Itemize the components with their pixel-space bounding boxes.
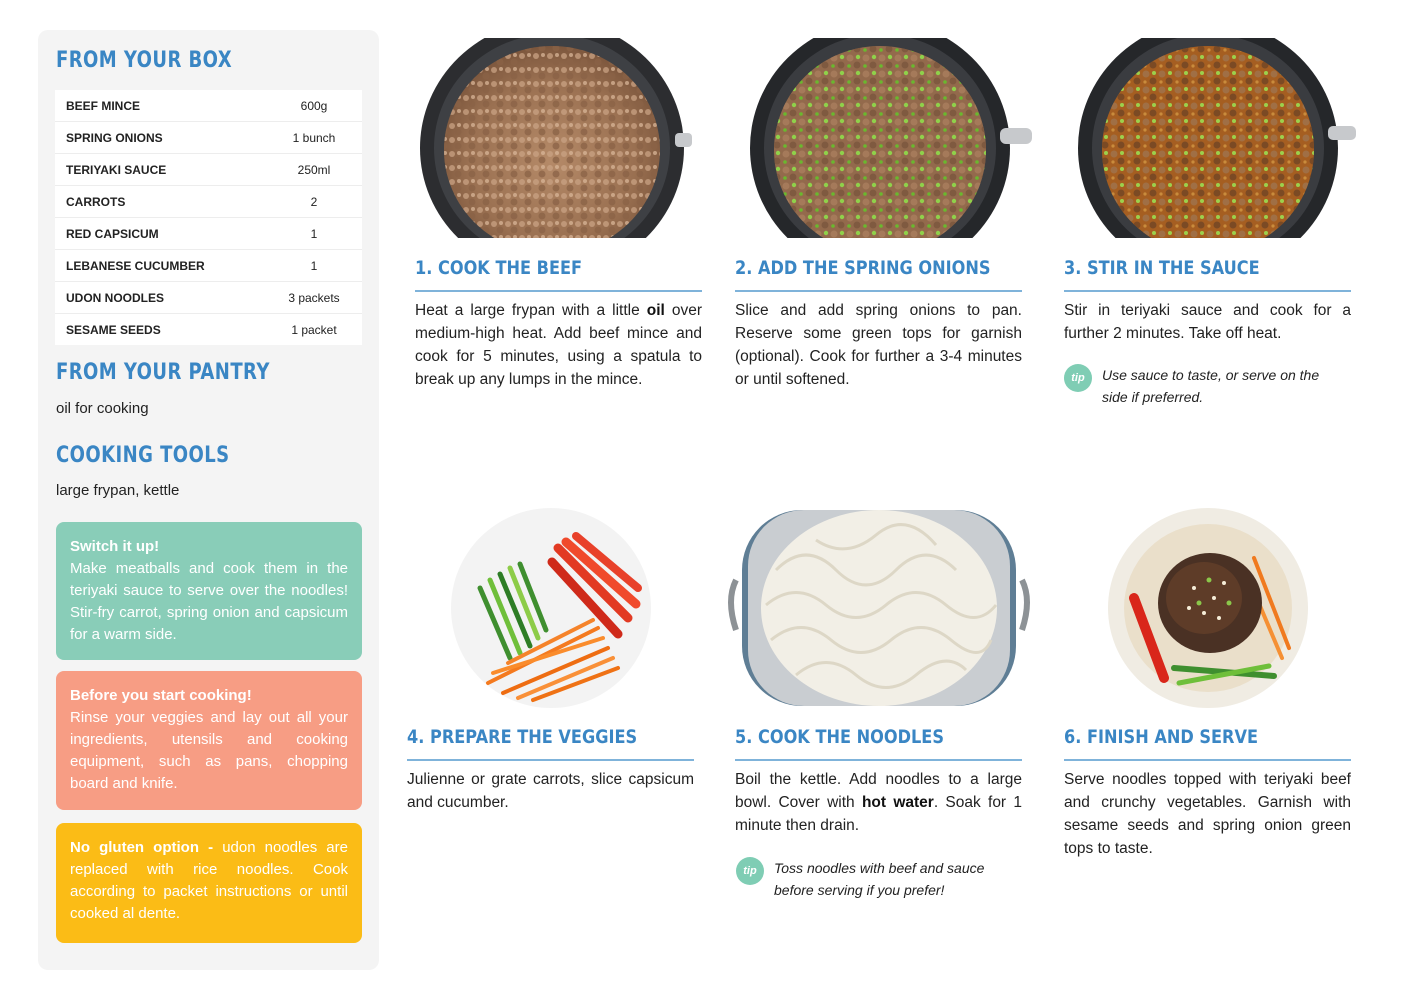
step-2-text: Slice and add spring onions to pan. Reserve some green tops for garnish (optional). Cook for further a 3-4 minutes or until softened. (735, 302, 1022, 388)
ingredient-qty: 1 (310, 258, 318, 273)
table-row (55, 186, 362, 218)
ingredient-name: UDON NOODLES (66, 290, 165, 305)
step-1-text-a: Heat a large frypan with a little (415, 302, 647, 319)
switch-it-up-card (56, 522, 362, 660)
table-row (55, 314, 362, 345)
ingredient-qty: 1 (310, 226, 318, 241)
ingredient-name: CARROTS (66, 194, 126, 209)
step-5-title: 5. COOK THE NOODLES (735, 726, 944, 748)
card-text: Rinse your veggies and lay out all your ingredients, utensils and cooking equipment, such as pans, chopping board and knife. (70, 709, 348, 792)
before-you-start-card (56, 671, 362, 810)
step-2-divider (735, 290, 1022, 292)
step-5-text-bold: hot water (861, 794, 934, 811)
box-heading: FROM YOUR BOX (56, 48, 233, 73)
step-3-text: Stir in teriyaki sauce and cook for a further 2 minutes. Take off heat. (1064, 302, 1351, 342)
step-5-text-a: Boil the kettle. Add noodles to a large bowl. Cover with (735, 771, 1022, 811)
step-1-text-b: over medium-high heat. Add beef mince and cook for 5 minutes, using a spatula to break up any lumps in the mince. (415, 302, 702, 388)
step-4-title: 4. PREPARE THE VEGGIES (407, 726, 638, 748)
step-3-title: 3. STIR IN THE SAUCE (1064, 257, 1260, 279)
step-6-text: Serve noodles topped with teriyaki beef and crunchy vegetables. Garnish with sesame seeds and spring onion green tops to taste. (1064, 771, 1351, 857)
tools-heading: COOKING TOOLS (56, 443, 230, 468)
finished-bowl-photo (1104, 508, 1312, 708)
tools-text: large frypan, kettle (56, 482, 180, 499)
spring-onion-pan-photo (750, 38, 1032, 238)
step-4-text: Julienne or grate carrots, slice capsicum and cucumber. (407, 771, 694, 811)
ingredients-table (55, 90, 362, 345)
table-row (55, 250, 362, 282)
ingredient-name: RED CAPSICUM (66, 226, 159, 241)
ingredient-name: LEBANESE CUCUMBER (66, 258, 205, 273)
pantry-heading: FROM YOUR PANTRY (56, 360, 270, 385)
step-4-divider (407, 759, 694, 761)
ingredient-qty: 3 packets (288, 290, 340, 305)
ingredient-qty: 250ml (297, 162, 331, 177)
ingredient-name: SESAME SEEDS (66, 322, 161, 337)
card-title: No gluten option - (70, 839, 214, 856)
step-1-text-bold: oil (646, 302, 665, 319)
table-row (55, 218, 362, 250)
step-5-divider (735, 759, 1022, 761)
step-1-divider (415, 290, 702, 292)
tip-icon: tip (1064, 364, 1092, 392)
card-text: Make meatballs and cook them in the teriyaki sauce to serve over the noodles! Stir-fry carrot, spring onion and capsicum for a warm side. (70, 560, 348, 643)
table-row (55, 282, 362, 314)
card-text: udon noodles are replaced with rice noodles. Cook according to packet instructions or until cooked al dente. (70, 839, 348, 922)
card-title: Switch it up! (70, 538, 160, 555)
step-6-title: 6. FINISH AND SERVE (1064, 726, 1259, 748)
noodles-pot-photo (726, 510, 1032, 706)
step-2-title: 2. ADD THE SPRING ONIONS (735, 257, 991, 279)
step-3-tip (1064, 364, 1351, 408)
step-5-text-b: . Soak for 1 minute then drain. (735, 794, 1022, 834)
step-5-tip (736, 857, 1023, 901)
veggies-plate-photo (448, 508, 654, 708)
no-gluten-card (56, 823, 362, 943)
step-1-title: 1. COOK THE BEEF (415, 257, 583, 279)
step-1-text (415, 299, 702, 391)
step-3-divider (1064, 290, 1351, 292)
sidebar-panel (38, 30, 379, 970)
pantry-text: oil for cooking (56, 400, 149, 417)
ingredient-name: BEEF MINCE (66, 98, 141, 113)
ingredient-qty: 1 packet (291, 322, 337, 337)
table-row (55, 154, 362, 186)
beef-pan-photo (420, 38, 692, 238)
table-row (55, 122, 362, 154)
ingredient-qty: 2 (310, 194, 318, 209)
sauce-pan-photo (1078, 38, 1356, 238)
ingredient-name: SPRING ONIONS (66, 130, 163, 145)
ingredient-name: TERIYAKI SAUCE (66, 162, 167, 177)
ingredient-qty: 1 bunch (292, 130, 336, 145)
card-title: Before you start cooking! (70, 687, 252, 704)
ingredient-qty: 600g (300, 98, 328, 113)
step-6-divider (1064, 759, 1351, 761)
step-5-text (735, 768, 1022, 837)
table-row (55, 90, 362, 122)
tip-icon: tip (736, 857, 764, 885)
tip-text: Use sauce to taste, or serve on the side if preferred. (1102, 367, 1320, 405)
tip-text: Toss noodles with beef and sauce before serving if you prefer! (774, 860, 985, 898)
